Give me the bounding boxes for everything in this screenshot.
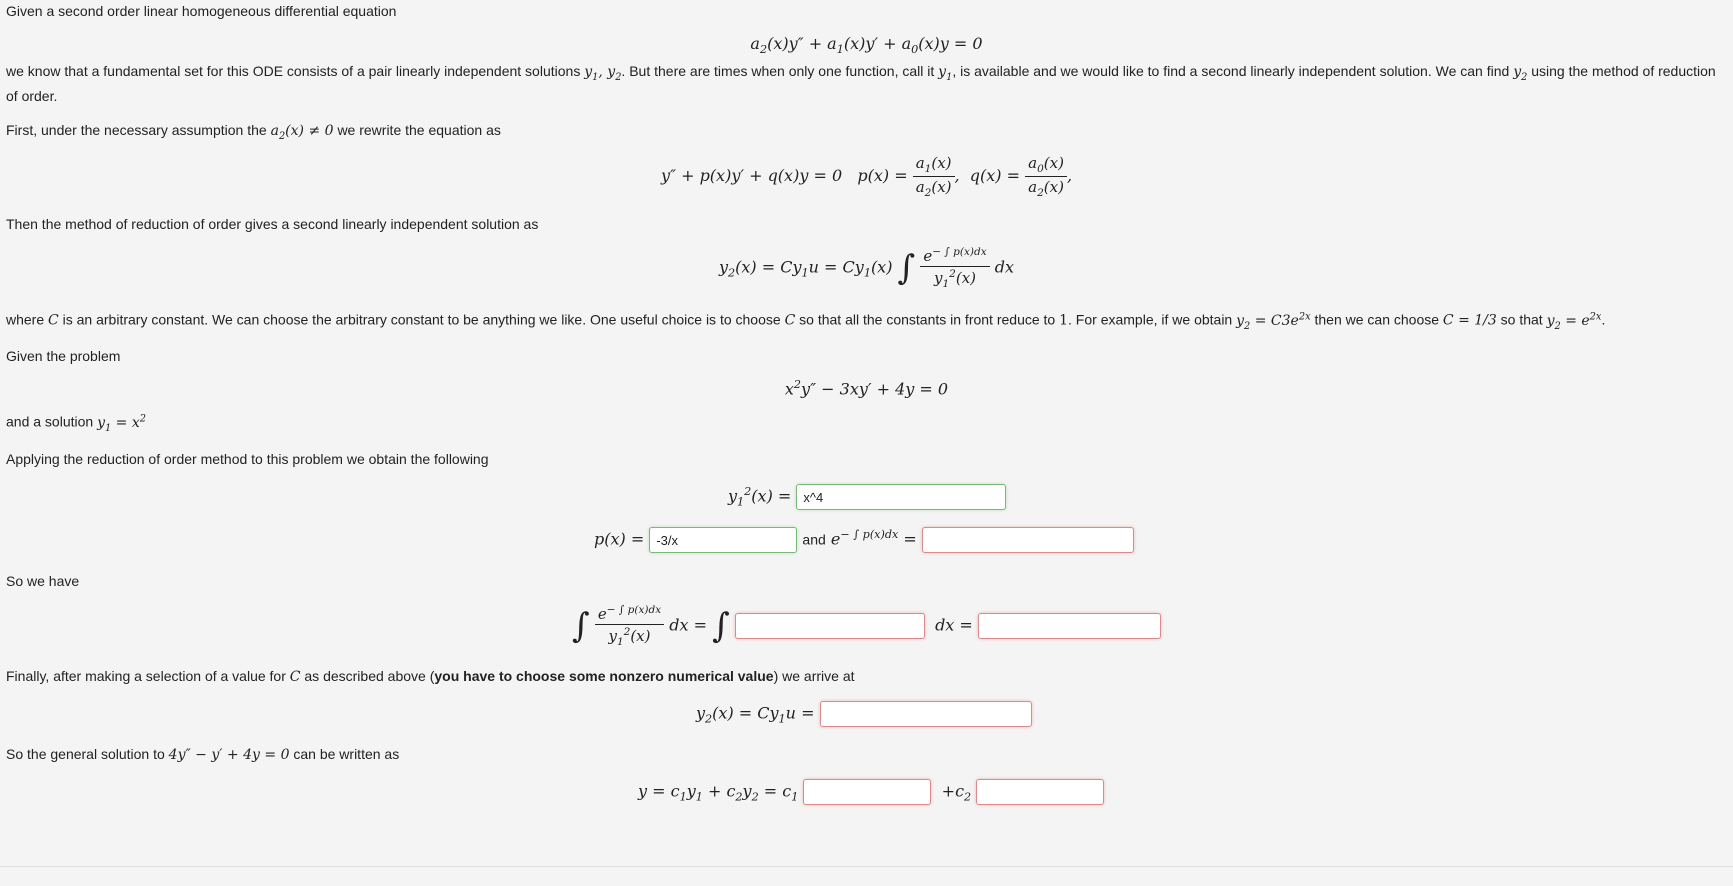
c1-term-input[interactable] xyxy=(803,779,931,805)
exp-neg-int-p-input[interactable] xyxy=(922,527,1134,553)
fundamental-set-paragraph: we know that a fundamental set for this ODE consists of a pair linearly independent solutions $y_1$, $y_2$. But there are times when only one function, call it $y_1$, is available and we would like to find a second linearly independent solution. We can find $y_2$ using the method of reduction of order. xyxy=(6,63,1716,104)
arbitrary-constant-paragraph: where C is an arbitrary constant. We can choose the arbitrary constant to be anything we like. One useful choice is to choose C so that all the constants in front reduce to 1. For example, if we obtain $y_2 = C3e^{2x}$ then we can choose C = 1/3 so that $y_2 = e^{2x}$. xyxy=(6,311,1606,332)
so-we-have-text: So we have xyxy=(6,573,80,589)
y1-squared-row: $y_1^2(x)$ = x^4 xyxy=(728,484,1006,510)
given-problem-text: Given the problem xyxy=(6,348,121,364)
standard-form-equation: y″ + p(x)y′ + q(x)y = 0 p(x) = $\frac{a_1(x)}{a_2(x)}$ , q(x) = $\frac{a_0(x)}{a_2(x)}$ , xyxy=(660,154,1073,199)
y1-squared-input[interactable] xyxy=(796,484,1006,510)
integrand-input[interactable] xyxy=(735,613,925,639)
integral-row: ∫ $\frac{e^{- \int p(x)dx}}{y_1^2(x)}$ dx = ∫ dx = xyxy=(572,604,1161,648)
applying-text: Applying the reduction of order method to this problem we obtain the following xyxy=(6,451,489,467)
general-ode-equation: $a_2(x)y'' + a_1(x)y' + a_0(x)y = 0$ xyxy=(750,34,983,57)
and-label: and xyxy=(802,531,826,548)
given-solution-text: and a solution $y_1 = x^2$ xyxy=(6,413,146,434)
page-bottom-divider xyxy=(0,866,1733,867)
reduction-formula-equation: $y_2(x) = Cy_1u = Cy_1(x)$ ∫ $\frac{e^{- \int p(x)dx}}{y_1^2(x)}$ dx xyxy=(718,246,1015,290)
then-method-text: Then the method of reduction of order gives a second linearly independent solution as xyxy=(6,216,539,232)
y2-row: $y_2(x) = Cy_1u$ = xyxy=(696,701,1032,727)
intro-text: Given a second order linear homogeneous differential equation xyxy=(6,3,397,19)
general-solution-row: $y = c_1y_1 + c_2y_2 = c_1$ $+c_2$ xyxy=(638,779,1104,805)
assumption-text: First, under the necessary assumption the $a_2(x) \ne 0$ we rewrite the equation as xyxy=(6,122,501,142)
p-x-input[interactable] xyxy=(649,527,797,553)
finally-paragraph: Finally, after making a selection of a value for C as described above (you have to choose some nonzero numerical value) we arrive at xyxy=(6,668,855,685)
y2-input[interactable] xyxy=(820,701,1032,727)
integral-result-input[interactable] xyxy=(978,613,1161,639)
p-and-exponential-row: p(x) = -3/x and $e^{- \int p(x)dx}$ = xyxy=(594,527,1134,553)
problem-equation: $x^2y'' - 3xy' + 4y = 0$ xyxy=(784,378,949,399)
c2-term-input[interactable] xyxy=(976,779,1104,805)
general-solution-text: So the general solution to 4y″ − y′ + 4y = 0 can be written as xyxy=(6,746,400,763)
